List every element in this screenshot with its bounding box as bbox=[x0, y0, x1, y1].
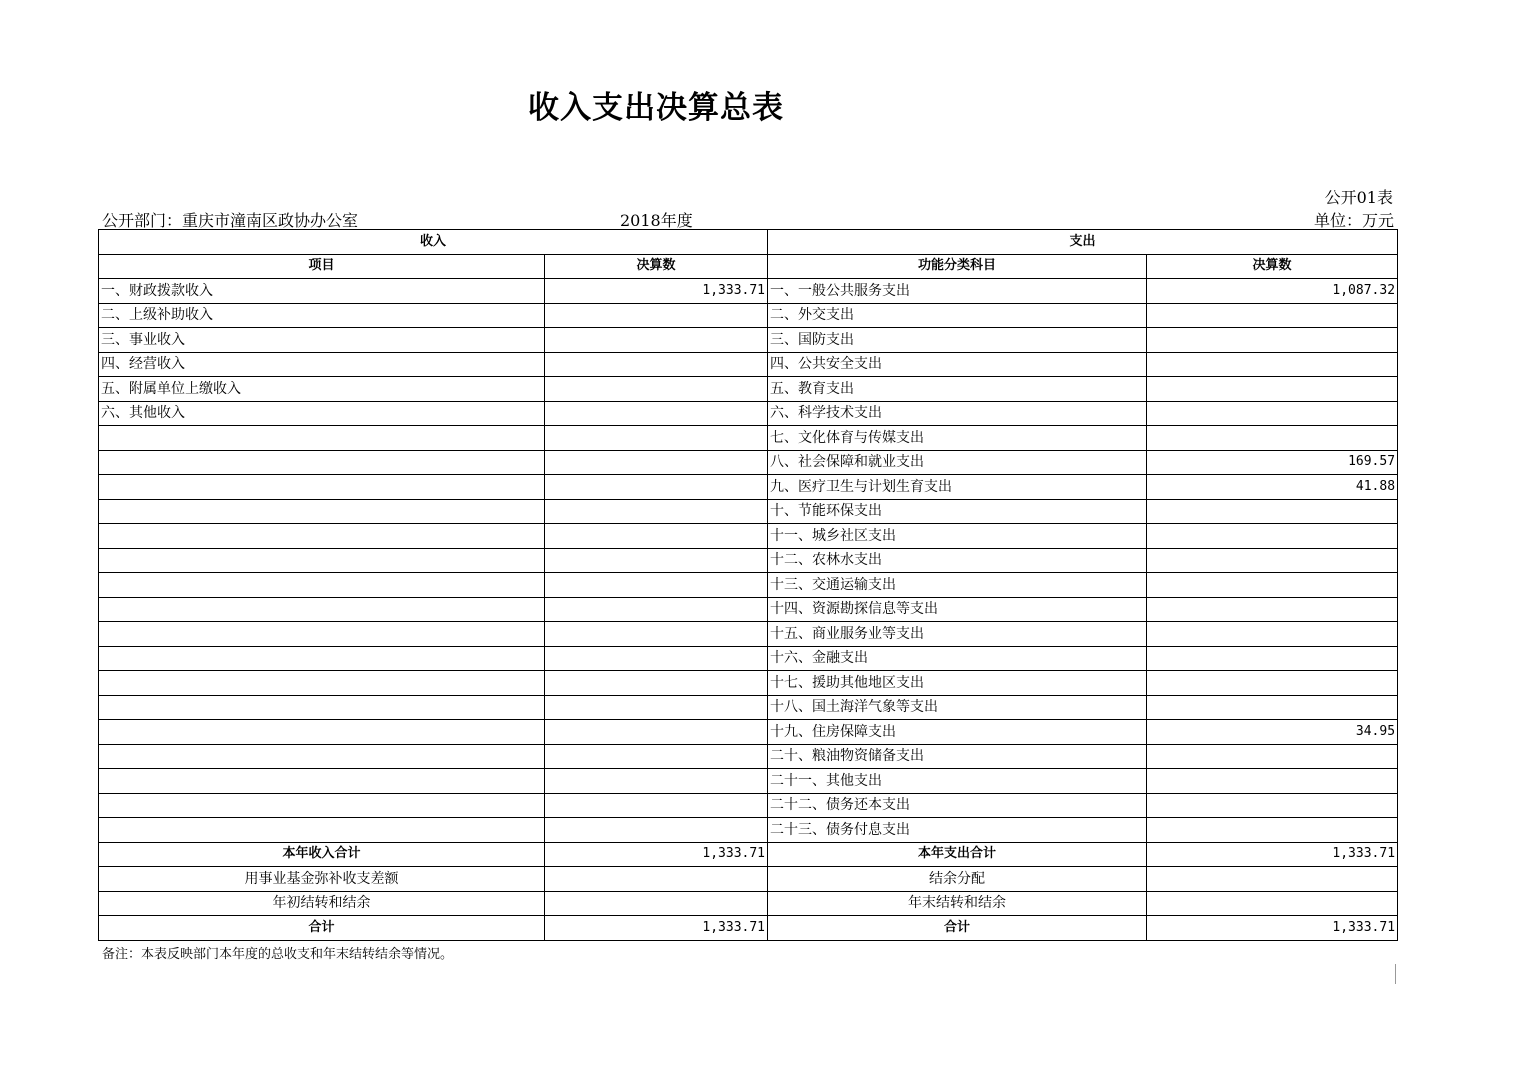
income-item-cell bbox=[99, 769, 545, 794]
table-row bbox=[99, 573, 1398, 598]
income-amount-cell bbox=[545, 720, 768, 745]
page-title: 收入支出决算总表 bbox=[528, 90, 784, 126]
income-amount-cell bbox=[545, 573, 768, 598]
expense-amount-cell bbox=[1147, 597, 1398, 622]
income-amount-cell bbox=[545, 450, 768, 475]
grand-total-label: 合计 bbox=[99, 916, 545, 941]
end-carryover-amount bbox=[1147, 891, 1398, 916]
year-expense-total-label: 本年支出合计 bbox=[768, 842, 1147, 867]
grand-total-income-amount: 1,333.71 bbox=[545, 916, 768, 941]
table-row bbox=[99, 744, 1398, 769]
amount-column-header: 决算数 bbox=[545, 254, 768, 279]
income-amount-cell bbox=[545, 818, 768, 843]
income-item-cell: 二、上级补助收入 bbox=[99, 303, 545, 328]
income-amount-cell bbox=[545, 646, 768, 671]
income-item-cell: 五、附属单位上缴收入 bbox=[99, 377, 545, 402]
expense-item-cell: 二十一、其他支出 bbox=[768, 769, 1147, 794]
income-item-cell: 三、事业收入 bbox=[99, 328, 545, 353]
expense-item-cell: 十七、援助其他地区支出 bbox=[768, 671, 1147, 696]
item-column-header: 项目 bbox=[99, 254, 545, 279]
section-header-row bbox=[99, 230, 1398, 255]
expense-amount-cell bbox=[1147, 548, 1398, 573]
income-item-cell bbox=[99, 720, 545, 745]
expense-item-cell: 八、社会保障和就业支出 bbox=[768, 450, 1147, 475]
expense-amount-cell: 34.95 bbox=[1147, 720, 1398, 745]
expense-item-cell: 十八、国土海洋气象等支出 bbox=[768, 695, 1147, 720]
expense-amount-cell bbox=[1147, 793, 1398, 818]
table-row bbox=[99, 401, 1398, 426]
expense-item-cell: 二十三、债务付息支出 bbox=[768, 818, 1147, 843]
grand-total-row bbox=[99, 916, 1398, 941]
income-item-cell bbox=[99, 475, 545, 500]
table-row bbox=[99, 548, 1398, 573]
income-item-cell bbox=[99, 524, 545, 549]
begin-carryover-label: 年初结转和结余 bbox=[99, 891, 545, 916]
budget-table bbox=[98, 229, 1398, 941]
expense-item-cell: 十六、金融支出 bbox=[768, 646, 1147, 671]
income-item-cell bbox=[99, 695, 545, 720]
table-row bbox=[99, 769, 1398, 794]
form-number: 公开01表 bbox=[1324, 188, 1393, 207]
expense-amount-cell bbox=[1147, 401, 1398, 426]
income-item-cell: 六、其他收入 bbox=[99, 401, 545, 426]
table-row bbox=[99, 671, 1398, 696]
income-amount-cell bbox=[545, 401, 768, 426]
year-total-row bbox=[99, 842, 1398, 867]
income-item-cell bbox=[99, 573, 545, 598]
table-row bbox=[99, 818, 1398, 843]
footnote: 备注：本表反映部门本年度的总收支和年末结转结余等情况。 bbox=[102, 947, 454, 962]
expense-amount-cell bbox=[1147, 377, 1398, 402]
fund-row bbox=[99, 867, 1398, 892]
income-item-cell: 四、经营收入 bbox=[99, 352, 545, 377]
expense-item-cell: 二、外交支出 bbox=[768, 303, 1147, 328]
income-item-cell bbox=[99, 426, 545, 451]
year-income-total-label: 本年收入合计 bbox=[99, 842, 545, 867]
income-item-cell bbox=[99, 793, 545, 818]
expense-item-cell: 十二、农林水支出 bbox=[768, 548, 1147, 573]
department-label: 公开部门：重庆市潼南区政协办公室 bbox=[102, 211, 359, 230]
func-item-column-header: 功能分类科目 bbox=[768, 254, 1147, 279]
income-amount-cell bbox=[545, 671, 768, 696]
expense-item-cell: 三、国防支出 bbox=[768, 328, 1147, 353]
surplus-amount bbox=[1147, 867, 1398, 892]
table-row bbox=[99, 499, 1398, 524]
income-amount-cell bbox=[545, 548, 768, 573]
income-amount-cell bbox=[545, 328, 768, 353]
income-amount-cell bbox=[545, 524, 768, 549]
income-amount-cell bbox=[545, 377, 768, 402]
table-row bbox=[99, 426, 1398, 451]
income-amount-cell bbox=[545, 793, 768, 818]
table-row bbox=[99, 695, 1398, 720]
income-section-header: 收入 bbox=[99, 230, 768, 255]
table-row bbox=[99, 352, 1398, 377]
income-item-cell bbox=[99, 646, 545, 671]
expense-item-cell: 五、教育支出 bbox=[768, 377, 1147, 402]
year-expense-total-amount: 1,333.71 bbox=[1147, 842, 1398, 867]
begin-carryover-amount bbox=[545, 891, 768, 916]
expense-item-cell: 一、一般公共服务支出 bbox=[768, 279, 1147, 304]
expense-section-header: 支出 bbox=[768, 230, 1398, 255]
expense-amount-cell bbox=[1147, 573, 1398, 598]
table-row bbox=[99, 328, 1398, 353]
table-row bbox=[99, 303, 1398, 328]
expense-item-cell: 二十、粮油物资储备支出 bbox=[768, 744, 1147, 769]
income-item-cell bbox=[99, 499, 545, 524]
expense-amount-cell bbox=[1147, 744, 1398, 769]
grand-total-label-expense: 合计 bbox=[768, 916, 1147, 941]
table-row bbox=[99, 720, 1398, 745]
column-header-row bbox=[99, 254, 1398, 279]
fund-label: 用事业基金弥补收支差额 bbox=[99, 867, 545, 892]
expense-item-cell: 十九、住房保障支出 bbox=[768, 720, 1147, 745]
carryover-row bbox=[99, 891, 1398, 916]
grand-total-expense-amount: 1,333.71 bbox=[1147, 916, 1398, 941]
income-item-cell bbox=[99, 450, 545, 475]
expense-item-cell: 十一、城乡社区支出 bbox=[768, 524, 1147, 549]
expense-item-cell: 十三、交通运输支出 bbox=[768, 573, 1147, 598]
income-item-cell: 一、财政拨款收入 bbox=[99, 279, 545, 304]
amount2-column-header: 决算数 bbox=[1147, 254, 1398, 279]
expense-amount-cell bbox=[1147, 671, 1398, 696]
income-item-cell bbox=[99, 622, 545, 647]
surplus-label: 结余分配 bbox=[768, 867, 1147, 892]
income-amount-cell bbox=[545, 695, 768, 720]
income-item-cell bbox=[99, 597, 545, 622]
table-row bbox=[99, 793, 1398, 818]
expense-item-cell: 十四、资源勘探信息等支出 bbox=[768, 597, 1147, 622]
income-amount-cell: 1,333.71 bbox=[545, 279, 768, 304]
expense-amount-cell bbox=[1147, 303, 1398, 328]
income-amount-cell bbox=[545, 352, 768, 377]
unit-label: 单位：万元 bbox=[1313, 211, 1394, 230]
expense-amount-cell bbox=[1147, 818, 1398, 843]
expense-amount-cell bbox=[1147, 328, 1398, 353]
expense-amount-cell bbox=[1147, 426, 1398, 451]
income-item-cell bbox=[99, 671, 545, 696]
expense-item-cell: 四、公共安全支出 bbox=[768, 352, 1147, 377]
expense-amount-cell bbox=[1147, 769, 1398, 794]
expense-item-cell: 二十二、债务还本支出 bbox=[768, 793, 1147, 818]
income-item-cell bbox=[99, 744, 545, 769]
expense-item-cell: 十五、商业服务业等支出 bbox=[768, 622, 1147, 647]
income-amount-cell bbox=[545, 475, 768, 500]
table-row bbox=[99, 524, 1398, 549]
fund-amount bbox=[545, 867, 768, 892]
table-row bbox=[99, 475, 1398, 500]
expense-item-cell: 九、医疗卫生与计划生育支出 bbox=[768, 475, 1147, 500]
expense-item-cell: 六、科学技术支出 bbox=[768, 401, 1147, 426]
table-row bbox=[99, 646, 1398, 671]
income-amount-cell bbox=[545, 744, 768, 769]
income-item-cell bbox=[99, 548, 545, 573]
end-carryover-label: 年末结转和结余 bbox=[768, 891, 1147, 916]
income-amount-cell bbox=[545, 622, 768, 647]
expense-amount-cell bbox=[1147, 524, 1398, 549]
table-row bbox=[99, 622, 1398, 647]
report-meta bbox=[102, 208, 1394, 228]
income-amount-cell bbox=[545, 597, 768, 622]
table-row bbox=[99, 450, 1398, 475]
expense-amount-cell: 169.57 bbox=[1147, 450, 1398, 475]
expense-item-cell: 七、文化体育与传媒支出 bbox=[768, 426, 1147, 451]
expense-amount-cell bbox=[1147, 499, 1398, 524]
year-income-total-amount: 1,333.71 bbox=[545, 842, 768, 867]
expense-item-cell: 十、节能环保支出 bbox=[768, 499, 1147, 524]
table-row bbox=[99, 597, 1398, 622]
expense-amount-cell: 41.88 bbox=[1147, 475, 1398, 500]
income-amount-cell bbox=[545, 303, 768, 328]
income-item-cell bbox=[99, 818, 545, 843]
expense-amount-cell bbox=[1147, 646, 1398, 671]
fiscal-year: 2018年度 bbox=[620, 211, 693, 230]
income-amount-cell bbox=[545, 426, 768, 451]
income-amount-cell bbox=[545, 769, 768, 794]
table-row bbox=[99, 279, 1398, 304]
income-amount-cell bbox=[545, 499, 768, 524]
divider bbox=[1395, 964, 1396, 984]
expense-amount-cell: 1,087.32 bbox=[1147, 279, 1398, 304]
expense-amount-cell bbox=[1147, 352, 1398, 377]
expense-amount-cell bbox=[1147, 695, 1398, 720]
expense-amount-cell bbox=[1147, 622, 1398, 647]
table-row bbox=[99, 377, 1398, 402]
